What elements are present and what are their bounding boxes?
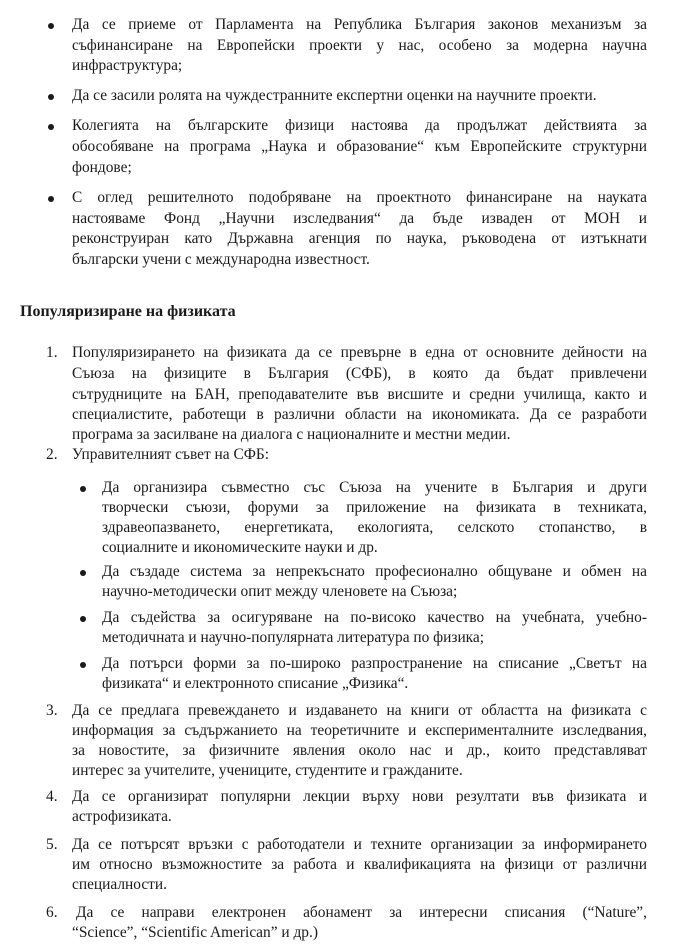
- text-line: български учени с международна известност.: [72, 251, 370, 268]
- text-line: Да се направи електронен абонамент за интересни списания (“Nature”,: [76, 904, 647, 921]
- text-line: Колегията на българските физици настоява да продължат действията за: [72, 117, 647, 134]
- text-line: здравеопазването, енергетиката, екологията, селското стопанство, в: [102, 519, 647, 536]
- bullet-marker: [80, 486, 86, 492]
- text-line: обособяване на програма „Наука и образование“ към Европейските структурни: [72, 138, 647, 155]
- text-line: творчески съюзи, форуми за приложение на физиката в техниката,: [102, 499, 647, 516]
- text-line: за новостите, за физичните явления около нас и др., които представляват: [72, 742, 647, 759]
- text-line: “Science”, “Scientific American” и др.): [72, 924, 318, 941]
- text-line: сътрудниците на БАН, преподавателите във висшите и средни училища, както и: [72, 386, 647, 403]
- text-line: Да създаде система за непрекъснато професионално общуване и обмен на: [102, 563, 647, 580]
- section-title: Популяризиране на физиката: [20, 303, 236, 320]
- text-line: физиката“ и електронното списание „Физика“.: [102, 675, 409, 692]
- item-number: 4.: [46, 788, 58, 805]
- bullet-marker: [48, 94, 54, 100]
- text-line: Да се потърсят връзки с работодатели и техните организации за информирането: [72, 836, 647, 853]
- text-line: астрофизиката.: [72, 808, 172, 825]
- item-number: 3.: [46, 702, 58, 719]
- text-line: информация за съдържанието на теоретичните и експерименталните изследвания,: [72, 722, 647, 739]
- text-line: инфраструктура;: [72, 57, 183, 74]
- text-line: интерес за учителите, учениците, студентите и гражданите.: [72, 762, 463, 779]
- text-line: им относно възможностите за работа и квалификацията на физици от различни: [72, 856, 647, 873]
- text-line: специалности.: [72, 876, 167, 893]
- text-line: Популяризирането на физиката да се превърне в една от основните дейности на: [72, 344, 647, 361]
- text-line: Съюза на физиците в България (СФБ), в която да бъдат привлечени: [72, 365, 647, 382]
- text-line: специалистите, работещи в различни области на икономиката. Да се разработи: [72, 406, 647, 423]
- item-number: 6.: [46, 904, 58, 921]
- bullet-marker: [80, 616, 86, 622]
- item-number: 2.: [46, 446, 58, 463]
- bullet-marker: [48, 196, 54, 202]
- bullet-marker: [48, 23, 54, 29]
- bullet-marker: [48, 124, 54, 130]
- text-line: програма за засилване на диалога с националните и местни медии.: [72, 426, 511, 443]
- item-number: 5.: [46, 836, 58, 853]
- text-line: настояваме Фонд „Научни изследвания“ да бъде изваден от МОН и: [72, 210, 647, 227]
- text-line: Да потърси форми за по-широко разпространение на списание „Светът на: [102, 655, 647, 672]
- item-number: 1.: [46, 344, 58, 361]
- text-line: фондове;: [72, 159, 132, 176]
- bullet-marker: [80, 570, 86, 576]
- text-line: методичната и научно-популярната литература по физика;: [102, 629, 485, 646]
- text-line: Да се организират популярни лекции върху нови резултати във физиката и: [72, 788, 647, 805]
- text-line: реконструиран като Държавна агенция по наука, ръководена от изтъкнати: [72, 230, 647, 247]
- text-line: съфинансиране на Европейски проекти у нас, особено за модерна научна: [72, 37, 647, 54]
- text-line: Да организира съвместно със Съюза на учените в България и други: [102, 479, 647, 496]
- text-line: Да се приеме от Парламента на Република България законов механизъм за: [72, 16, 647, 33]
- text-line: научно-методически опит между членовете на Съюза;: [102, 583, 458, 600]
- text-line: Управителният съвет на СФБ:: [72, 446, 269, 463]
- text-line: Да съдейства за осигуряване на по-високо качество на учебната, учебно-: [102, 609, 647, 626]
- text-line: Да се предлага превеждането и издаването на книги от областта на физиката с: [72, 702, 647, 719]
- text-line: социалните и икономическите науки и др.: [102, 539, 378, 556]
- bullet-marker: [80, 662, 86, 668]
- text-line: С оглед решителното подобряване на проектното финансиране на науката: [72, 189, 647, 206]
- text-line: Да се засили ролята на чуждестранните експертни оценки на научните проекти.: [72, 87, 597, 104]
